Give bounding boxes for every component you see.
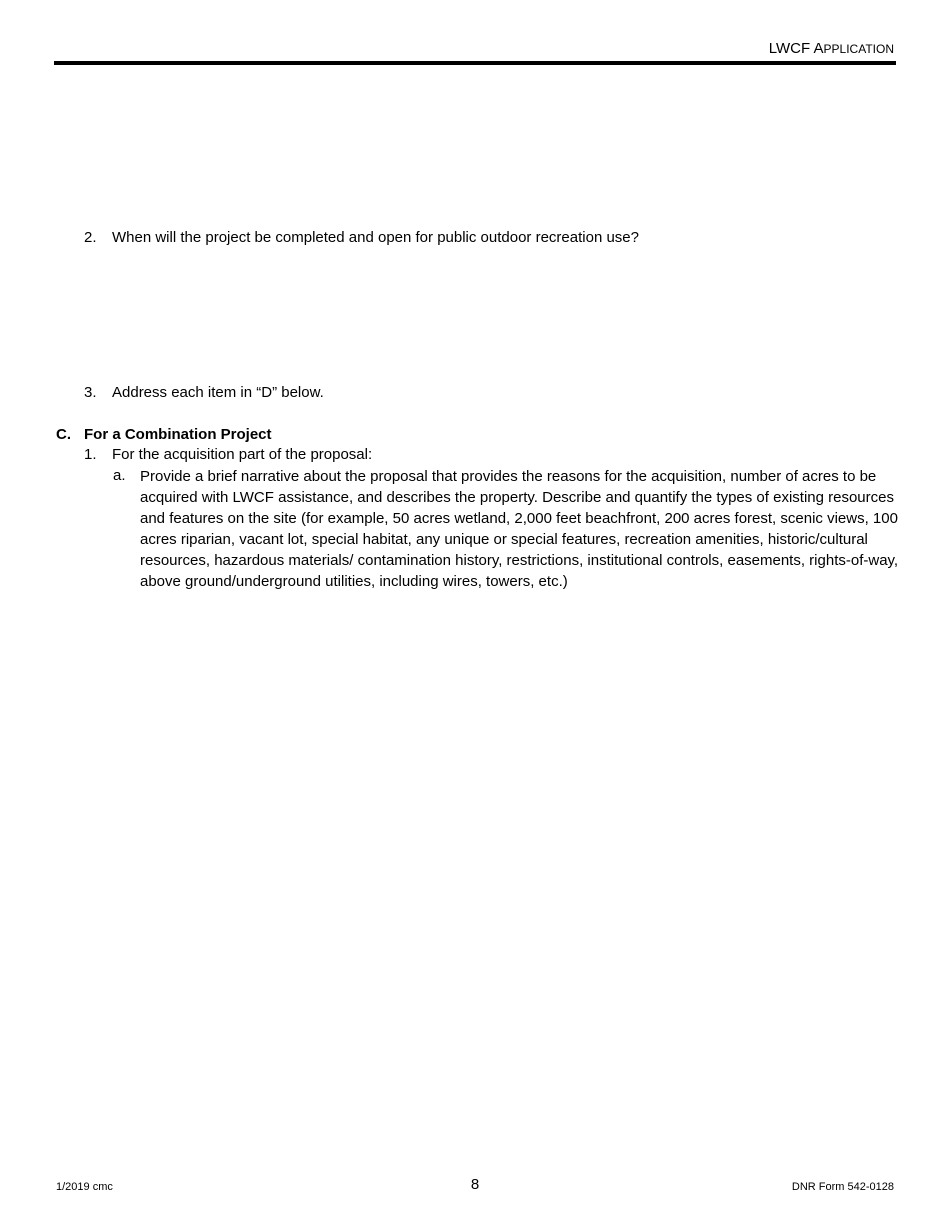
question-3-number: 3. xyxy=(84,384,97,401)
section-c-item-1-text: For the acquisition part of the proposal: xyxy=(112,446,373,463)
question-2-number: 2. xyxy=(84,229,97,246)
question-3-text: Address each item in “D” below. xyxy=(112,384,324,401)
header-rule xyxy=(54,61,896,65)
section-c-sub-a-letter: a. xyxy=(113,467,126,484)
question-2-text: When will the project be completed and open for public outdoor recreation use? xyxy=(112,229,639,246)
section-c-title: For a Combination Project xyxy=(84,426,272,443)
header-title-smallcaps: PPLICATION xyxy=(823,42,894,56)
header-title-main: LWCF A xyxy=(768,40,824,57)
header-title xyxy=(769,40,894,58)
footer-date: 1/2019 cmc xyxy=(56,1181,113,1193)
section-c-item-1-number: 1. xyxy=(84,446,97,463)
section-c-letter: C. xyxy=(56,426,71,443)
section-c-sub-a-text: Provide a brief narrative about the proposal that provides the reasons for the acquisition, number of acres to be acquired with LWCF assistance, and describes the property. Describe and quantify the types of existing resources and features on the site (for example, 50 acres wetland, 2,000 feet beachfront, 200 acres forest, scenic views, 100 acres riparian, vacant lot, special habitat, any unique or special features, recreation amenities, historic/cultural resources, hazardous materials/ contamination history, restrictions, institutional controls, easements, rights-of-way, above ground/underground utilities, including wires, towers, etc.) xyxy=(140,468,899,590)
footer-form-number: DNR Form 542-0128 xyxy=(791,1181,894,1193)
page-number: 8 xyxy=(470,1176,480,1193)
